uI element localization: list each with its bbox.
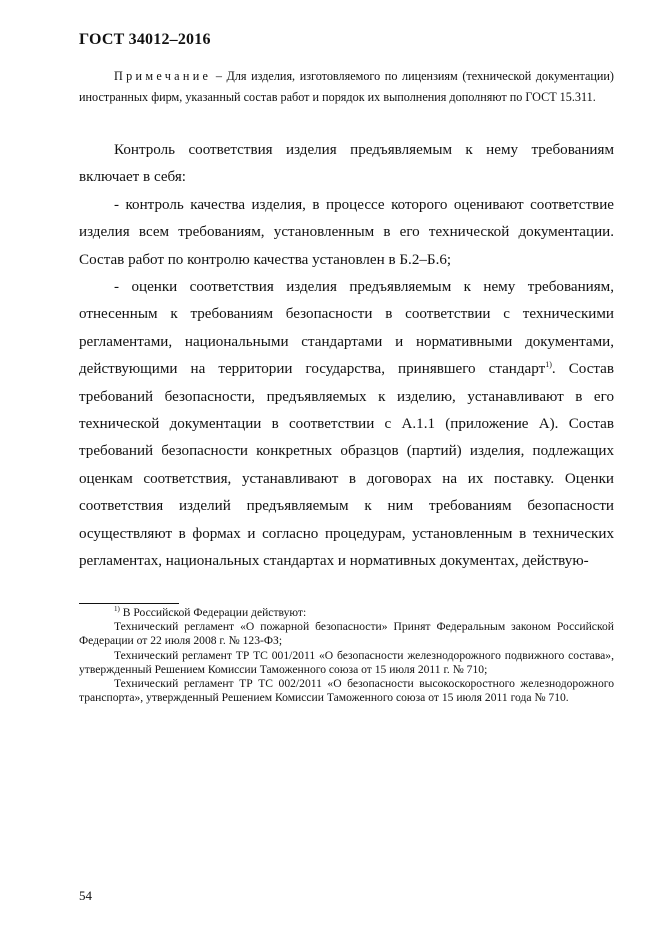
body-paragraph-3-text-start: - оценки соответствия изделия предъявляемым к нему требованиям, отнесенным к требованиям безопасности в соответствии с техническими регламентами, национальными стандартами и нормативными документами, действующими на территории государства, принявшего стандарт — [79, 279, 614, 378]
note-label: Примечание — [114, 69, 212, 83]
footnote-intro-text: В Российской Федерации действуют: — [119, 606, 307, 619]
footnote-reference: 1) — [545, 360, 552, 370]
footnotes-block — [79, 606, 614, 705]
note-paragraph — [79, 66, 614, 107]
footnote-item-1: Технический регламент «О пожарной безопасности» Принят Федеральным законом Российской Федерации от 22 июля 2008 г. № 123-ФЗ; — [79, 620, 614, 648]
footnote-intro — [79, 606, 614, 620]
page-number: 54 — [79, 888, 92, 903]
document-header-title: ГОСТ 34012–2016 — [79, 31, 211, 48]
main-body-text — [79, 137, 614, 576]
body-paragraph-3 — [79, 274, 614, 575]
footnote-marker: 1) — [114, 605, 120, 614]
body-paragraph-3-text-end: . Состав требований безопасности, предъявляемых к изделию, устанавливают в его технической документации в соответствии с А.1.1 (приложение А). Состав требований безопасности конкретных образцов (партий) изделия, подлежащих оценкам соответствия, устанавливают в договорах на их поставку. Оценки соответствия изделий предъявляемым к ним требованиям безопасности осуществляют в формах и согласно процедурам, установленным в технических регламентах, национальных стандартах и нормативных документах, действую- — [79, 361, 615, 570]
body-paragraph-2: - контроль качества изделия, в процессе которого оценивают соответствие изделия всем требованиям, установленным в его технической документации. Состав работ по контролю качества установлен в Б.2–Б.6; — [79, 196, 614, 268]
footnote-item-2: Технический регламент ТР ТС 001/2011 «О безопасности железнодорожного подвижного состава», утвержденный Решением Комиссии Таможенного союза от 15 июля 2011 г. № 710; — [79, 648, 614, 676]
body-paragraph-1: Контроль соответствия изделия предъявляемым к нему требованиям включает в себя: — [79, 142, 614, 186]
note-text: – Для изделия, изготовляемого по лицензиям (технической документации) иностранных фирм, указанный состав работ и порядок их выполнения дополняют по ГОСТ 15.311. — [79, 69, 614, 104]
footnote-item-3: Технический регламент ТР ТС 002/2011 «О безопасности высокоскоростного железнодорожного транспорта», утвержденный Решением Комиссии Таможенного союза от 15 июля 2011 года № 710. — [79, 677, 614, 705]
footnote-separator-line — [79, 603, 179, 604]
